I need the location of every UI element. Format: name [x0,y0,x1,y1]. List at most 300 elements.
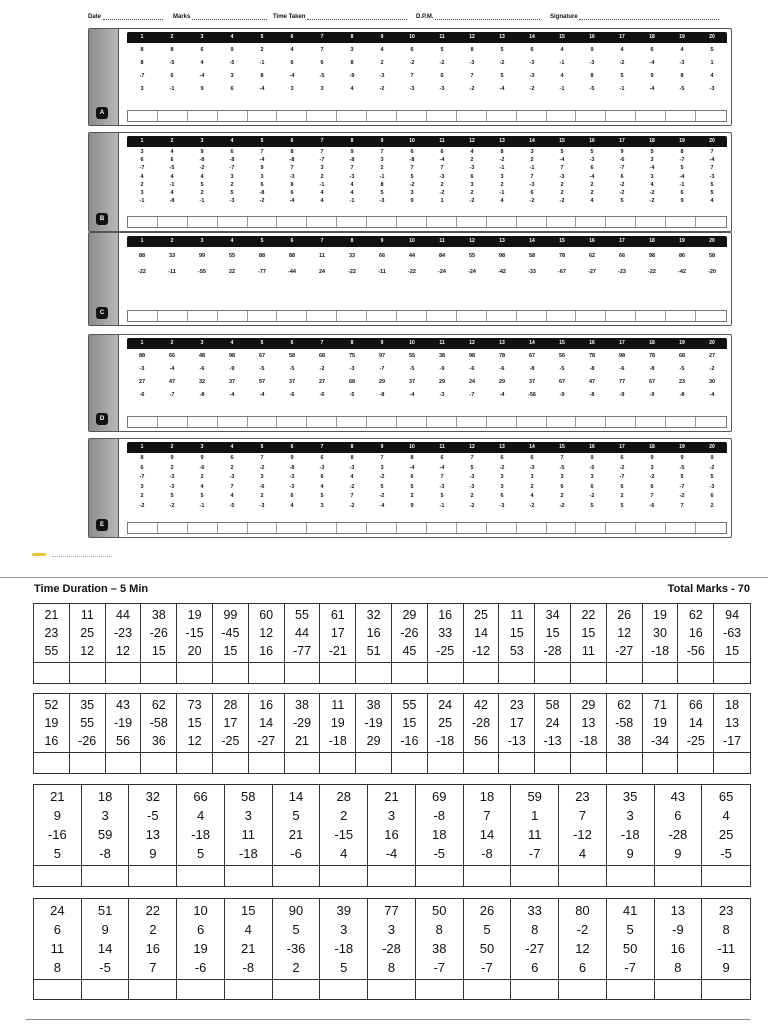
column-number: 17 [619,138,625,144]
problem-value: -4 [409,392,415,398]
answer-box[interactable] [607,663,643,683]
answer-box[interactable] [177,980,225,999]
answer-box[interactable] [218,217,248,227]
problem-value: 78 [648,353,656,359]
answer-box[interactable] [128,111,158,121]
answer-box[interactable] [714,663,750,683]
answer-box[interactable] [188,311,218,321]
answer-box[interactable] [428,663,464,683]
problem-value: 9 [149,846,157,861]
answer-box[interactable] [128,417,158,427]
problem-value: 99 [198,253,206,259]
column-number: 10 [409,238,415,244]
answer-box[interactable] [397,311,427,321]
answer-box[interactable] [607,980,655,999]
answer-box[interactable] [397,217,427,227]
answer-box[interactable] [427,311,457,321]
answer-box[interactable] [607,753,643,773]
problem-value: 3 [140,86,144,92]
problem-value: 2 [590,190,594,197]
answer-box[interactable] [655,980,703,999]
problem-value: 84 [438,253,446,259]
answer-box[interactable] [128,217,158,227]
answer-box[interactable] [392,753,428,773]
answer-box[interactable] [547,523,577,533]
answer-box[interactable] [606,311,636,321]
problem-value: 5 [200,493,204,499]
answer-box[interactable] [457,311,487,321]
answer-box[interactable] [464,866,512,886]
problem-value: 94 [725,608,740,622]
answer-box[interactable] [559,980,607,999]
answer-box[interactable] [696,111,726,121]
answer-box[interactable] [487,417,517,427]
answer-box[interactable] [427,417,457,427]
time-taken-input-line[interactable] [307,14,407,20]
answer-box[interactable] [427,217,457,227]
answer-box[interactable] [188,217,218,227]
problem-value: 6 [230,149,234,155]
answer-box[interactable] [487,111,517,121]
answer-box[interactable] [547,217,577,227]
answer-box[interactable] [277,217,307,227]
problem-value: 9 [290,455,294,461]
answer-box[interactable] [643,753,679,773]
answer-box[interactable] [517,217,547,227]
problem-value: 11 [527,827,542,842]
answer-box[interactable] [636,217,666,227]
answer-box[interactable] [158,417,188,427]
answer-box[interactable] [70,753,106,773]
answer-box[interactable] [307,523,337,533]
problem-value: 7 [470,73,474,79]
answer-box[interactable] [547,417,577,427]
problem-value: 5 [590,149,594,155]
problem-value: 4 [230,493,234,499]
problem-column [547,454,577,511]
answer-box[interactable] [636,523,666,533]
problem-value: -4 [649,60,655,66]
problem-value: -2 [529,198,535,205]
answer-box[interactable] [34,980,82,999]
answer-box[interactable] [188,417,218,427]
problem-value: -25 [221,734,240,748]
answer-box[interactable] [457,417,487,427]
problem-value: -6 [469,366,475,372]
signature-label: Signature [550,14,578,20]
answer-box[interactable] [367,311,397,321]
problem-value: -5 [589,86,595,92]
column-number: 18 [649,238,655,244]
problem-value: 12 [259,626,274,640]
answer-box[interactable] [576,417,606,427]
answer-box[interactable] [218,523,248,533]
column-number: 19 [679,340,685,346]
answer-box[interactable] [34,866,82,886]
problem-value: 17 [330,626,345,640]
problem-value: -3 [379,73,385,79]
answer-box[interactable] [427,523,457,533]
problem-cell [320,785,368,865]
answer-box[interactable] [397,417,427,427]
marks-input-line[interactable] [192,14,267,20]
problem-column [307,148,337,205]
answer-box[interactable] [273,980,321,999]
answer-box[interactable] [248,311,278,321]
panel-label-badge: C [96,307,108,319]
answer-box[interactable] [367,417,397,427]
problem-value: 5 [620,73,624,79]
problem-value: -5 [559,464,565,471]
answer-box[interactable] [702,866,750,886]
answer-box[interactable] [158,523,188,533]
answer-box[interactable] [606,523,636,533]
problem-value: 78 [588,353,596,359]
answer-box[interactable] [177,753,213,773]
answer-box[interactable] [367,523,397,533]
answer-box[interactable] [277,523,307,533]
answer-box[interactable] [82,980,130,999]
problem-value: 6 [410,474,414,480]
answer-box[interactable] [571,663,607,683]
answer-box[interactable] [678,663,714,683]
problem-value: 7 [149,960,157,975]
answer-box[interactable] [517,111,547,121]
answer-box[interactable] [517,523,547,533]
answer-box[interactable] [457,111,487,121]
answer-box[interactable] [457,217,487,227]
answer-box[interactable] [696,217,726,227]
answer-box[interactable] [464,753,500,773]
answer-box[interactable] [218,311,248,321]
answer-box[interactable] [34,663,70,683]
answer-box[interactable] [428,753,464,773]
problem-value: -6 [199,464,205,471]
panel-label-badge: A [96,107,108,119]
answer-box[interactable] [177,663,213,683]
answer-box[interactable] [307,111,337,121]
problem-value: 6 [230,86,234,92]
answer-box[interactable] [606,417,636,427]
answer-box[interactable] [666,111,696,121]
answer-box[interactable] [218,111,248,121]
signature-input-line[interactable] [579,14,719,20]
answer-box[interactable] [337,417,367,427]
column-number: 4 [230,138,234,144]
answer-box[interactable] [666,523,696,533]
answer-box[interactable] [655,866,703,886]
problem-value: 6 [440,149,444,155]
answer-box[interactable] [714,753,750,773]
column-number: 19 [679,138,685,144]
answer-box[interactable] [320,980,368,999]
answer-box[interactable] [547,111,577,121]
problem-value: -27 [615,644,634,658]
problem-cell [392,604,428,662]
answer-box[interactable] [277,111,307,121]
answer-box[interactable] [285,663,321,683]
answer-box[interactable] [188,111,218,121]
problem-value: 3 [320,165,324,172]
answer-box[interactable] [70,663,106,683]
answer-box[interactable] [559,866,607,886]
problem-value: -18 [436,734,455,748]
answer-box[interactable] [511,980,559,999]
column-number: 3 [200,444,204,450]
answer-box[interactable] [320,753,356,773]
answer-box[interactable] [307,217,337,227]
panel-tab [89,233,119,325]
column-number: 19 [679,444,685,450]
answer-box[interactable] [535,753,571,773]
problem-value: -2 [619,464,625,471]
answer-box[interactable] [416,866,464,886]
answer-box[interactable] [129,980,177,999]
problem-value: 8 [350,455,354,461]
answer-box[interactable] [277,311,307,321]
exercise-panel-e [88,438,732,538]
problem-value: 6 [440,455,444,461]
answer-box[interactable] [696,523,726,533]
problem-value: -1 [559,86,565,92]
answer-box[interactable] [511,866,559,886]
problem-value: -5 [589,464,595,471]
answer-box[interactable] [696,311,726,321]
problem-column [217,44,247,96]
brand-text [52,551,112,557]
answer-box[interactable] [177,866,225,886]
problem-value: -4 [709,392,715,398]
answer-box[interactable] [607,866,655,886]
answer-box[interactable] [225,980,273,999]
problem-value: 6 [530,47,534,53]
problem-value: 58 [288,353,296,359]
answer-box[interactable] [576,111,606,121]
answer-box[interactable] [218,417,248,427]
column-number: 7 [320,444,324,450]
problem-cell [428,694,464,752]
problem-value: 7 [320,149,324,155]
answer-box[interactable] [337,111,367,121]
answer-box[interactable] [188,523,218,533]
problem-value: 33 [438,626,453,640]
problem-value: 9 [200,86,204,92]
answer-box[interactable] [547,311,577,321]
answer-box[interactable] [576,217,606,227]
problem-value: 35 [80,698,95,712]
answer-box[interactable] [392,663,428,683]
date-input-line[interactable] [103,14,163,20]
answer-box[interactable] [273,866,321,886]
answer-box[interactable] [248,217,278,227]
answer-box[interactable] [636,311,666,321]
problem-column [367,148,397,205]
answer-box[interactable] [499,753,535,773]
answer-box[interactable] [320,866,368,886]
problem-value: 15 [223,644,238,658]
dpm-input-line[interactable] [435,14,540,20]
answer-box[interactable] [320,663,356,683]
answer-box[interactable] [606,111,636,121]
answer-box[interactable] [666,311,696,321]
problem-value: -5 [229,60,235,66]
answer-box[interactable] [356,663,392,683]
answer-box[interactable] [576,311,606,321]
answer-box[interactable] [213,753,249,773]
problem-column [157,248,187,280]
answer-box[interactable] [356,753,392,773]
problem-value: -3 [499,502,505,509]
answer-box[interactable] [337,311,367,321]
problem-value: 3 [101,808,109,823]
answer-box[interactable] [248,523,278,533]
answer-box[interactable] [307,311,337,321]
problem-column [307,350,337,402]
answer-box[interactable] [248,417,278,427]
problem-value: -3 [709,173,715,180]
answer-box[interactable] [678,753,714,773]
answer-box[interactable] [367,217,397,227]
problem-column [637,454,667,511]
answer-box[interactable] [34,753,70,773]
answer-box[interactable] [368,980,416,999]
answer-box[interactable] [499,663,535,683]
problem-value: -77 [258,269,266,275]
answer-box[interactable] [397,523,427,533]
problem-value: 17 [509,716,524,730]
problem-column [367,454,397,511]
problem-value: 2 [260,493,264,499]
problem-value: 20 [187,644,202,658]
problem-value: 3 [260,474,264,480]
problem-value: -1 [559,60,565,66]
answer-box[interactable] [696,417,726,427]
problem-value: -42 [678,269,686,275]
problem-value: 3 [410,190,414,197]
answer-box[interactable] [82,866,130,886]
problem-value: 8 [140,60,144,66]
problem-value: -3 [439,392,445,398]
problem-value: 15 [187,716,202,730]
answer-box[interactable] [248,111,278,121]
problem-value: 8 [470,47,474,53]
answer-box[interactable] [158,111,188,121]
answer-box[interactable] [128,523,158,533]
panel-label-badge: E [96,519,108,531]
answer-box[interactable] [249,663,285,683]
answer-box[interactable] [571,753,607,773]
answer-box[interactable] [487,311,517,321]
answer-box[interactable] [337,217,367,227]
problem-value: 22 [581,608,596,622]
problem-column [367,248,397,280]
answer-box[interactable] [397,111,427,121]
problem-value: -4 [439,464,445,471]
answer-box[interactable] [337,523,367,533]
answer-box[interactable] [643,663,679,683]
problem-value: 1 [710,60,714,66]
problem-cell [356,604,392,662]
problem-cell [714,604,750,662]
column-number: 11 [439,34,445,40]
answer-box[interactable] [636,111,666,121]
problem-value: 4 [340,846,348,861]
answer-box[interactable] [487,523,517,533]
answer-box[interactable] [666,217,696,227]
answer-box[interactable] [106,753,142,773]
total-marks-label: Total Marks - 70 [667,583,750,595]
problem-value: -7 [679,483,685,490]
answer-box[interactable] [606,217,636,227]
problem-value: 99 [223,608,238,622]
problem-value: 2 [620,493,624,499]
answer-box[interactable] [517,311,547,321]
problem-value: -63 [723,626,742,640]
problem-value: 9 [626,846,634,861]
problem-value: 3 [350,47,354,53]
answer-box[interactable] [158,217,188,227]
answer-box[interactable] [464,980,512,999]
problem-cell [141,694,177,752]
answer-box[interactable] [106,663,142,683]
answer-box[interactable] [285,753,321,773]
answer-box[interactable] [213,663,249,683]
problem-value: 13 [581,716,596,730]
answer-box[interactable] [576,523,606,533]
problem-value: 7 [440,165,444,172]
answer-box[interactable] [141,663,177,683]
answer-box[interactable] [158,311,188,321]
answer-box[interactable] [464,663,500,683]
answer-box[interactable] [666,417,696,427]
problem-value: -3 [589,157,595,164]
answer-box[interactable] [128,311,158,321]
answer-box[interactable] [535,663,571,683]
answer-box[interactable] [129,866,177,886]
answer-box[interactable] [416,980,464,999]
problem-value: -6 [139,392,145,398]
answer-box[interactable] [249,753,285,773]
problem-value: 2 [530,483,534,490]
problem-value: -7 [469,392,475,398]
problem-value: 44 [116,608,130,622]
answer-box[interactable] [368,866,416,886]
problem-value: 12 [116,644,130,658]
problem-values [127,148,727,205]
problem-value: -45 [221,626,240,640]
problem-value: 4 [140,173,144,180]
problem-value: 50 [431,903,447,918]
answer-box[interactable] [702,980,750,999]
answer-box[interactable] [487,217,517,227]
answer-box[interactable] [457,523,487,533]
problem-value: -9 [672,922,684,937]
problem-cell [559,785,607,865]
answer-box[interactable] [277,417,307,427]
answer-box[interactable] [225,866,273,886]
problem-value: -5 [720,846,732,861]
answer-box[interactable] [427,111,457,121]
problem-value: 27 [708,353,716,359]
problem-value: 3 [650,464,654,471]
answer-box[interactable] [367,111,397,121]
answer-box[interactable] [141,753,177,773]
problem-value: -33 [528,269,536,275]
answer-box[interactable] [636,417,666,427]
answer-box[interactable] [517,417,547,427]
answer-box[interactable] [307,417,337,427]
problem-cell [177,604,213,662]
